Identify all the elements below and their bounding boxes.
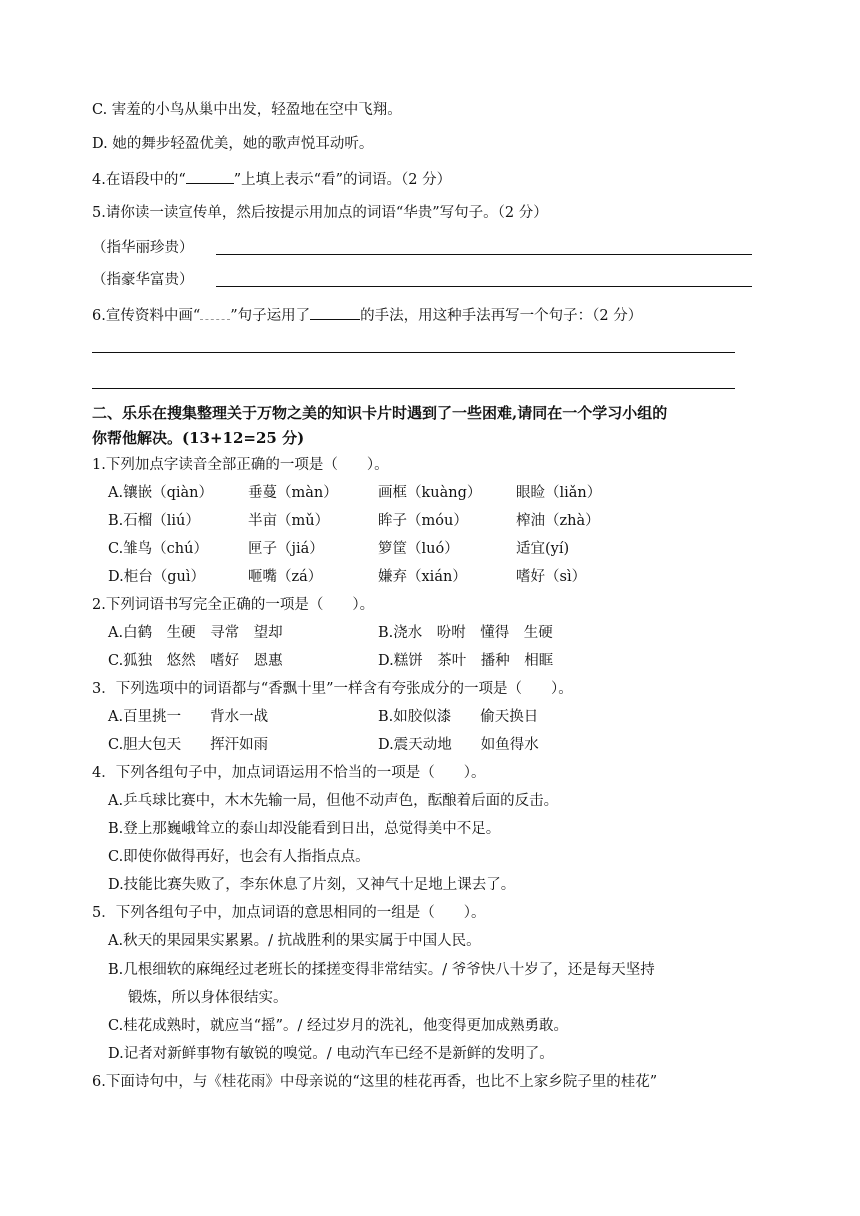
answer-line[interactable] [216, 286, 752, 287]
q1-option-c-2: 匣子（jiá） [248, 541, 324, 557]
q1-option-a-2: 垂蔓（màn） [248, 485, 338, 501]
question-6-text-c: 的手法，用这种手法再写一个句子：（2 分） [360, 308, 643, 324]
mc-question-5: 5．下列各组句子中，加点词语的意思相同的一组是（ ）。 [92, 905, 486, 921]
q1-option-a-4: 眼睑（liǎn） [516, 485, 602, 501]
q1-option-d-3: 嫌弃（xián） [378, 569, 467, 585]
q3-option-d: D.震天动地 如鱼得水 [378, 737, 539, 753]
question-6 [92, 304, 642, 326]
hint-1-text: （指华丽珍贵） [92, 240, 194, 256]
mc-question-3: 3．下列选项中的词语都与“香飘十里”一样含有夸张成分的一项是（ ）。 [92, 681, 573, 697]
q1-option-a-3: 画框（kuàng） [378, 485, 482, 501]
q5-option-b: B.几根细软的麻绳经过老班长的揉搓变得非常结实。/ 爷爷快八十岁了，还是每天坚持 [108, 962, 655, 978]
q1-option-b-4: 榨油（zhà） [516, 513, 600, 529]
q5-option-a: A.秋天的果园果实累累。/ 抗战胜利的果实属于中国人民。 [108, 933, 481, 949]
hint-1 [92, 238, 194, 258]
mc-question-1: 1.下列加点字读音全部正确的一项是（ ）。 [92, 457, 389, 473]
q1-option-c-3: 箩筐（luó） [378, 541, 459, 557]
answer-line[interactable] [92, 352, 735, 353]
answer-line[interactable] [92, 388, 735, 389]
q3-option-b: B.如胶似漆 偷天换日 [378, 709, 539, 725]
q1-option-d-4: 嗜好（sì） [516, 569, 587, 585]
q2-option-a: A.白鹤 生硬 寻常 望却 [108, 625, 283, 641]
section-heading-line1: 二、乐乐在搜集整理关于万物之美的知识卡片时遇到了一些困难,请同在一个学习小组的 [92, 404, 668, 422]
section-heading-line2: 你帮他解决。(13+12=25 分) [92, 429, 305, 447]
answer-line[interactable] [216, 254, 752, 255]
mc-question-6: 6.下面诗句中，与《桂花雨》中母亲说的“这里的桂花再香，也比不上家乡院子里的桂花” [92, 1074, 658, 1090]
q3-option-a: A.百里挑一 背水一战 [108, 709, 269, 725]
question-5: 5.请你读一读宣传单，然后按提示用加点的词语“华贵”写句子。（2 分） [92, 205, 548, 221]
question-4-text-b: ”上填上表示“看”的词语。（2 分） [233, 172, 452, 188]
option-c: C. 害羞的小鸟从巢中出发，轻盈地在空中飞翔。 [92, 102, 402, 118]
q1-option-c-1: C.雏鸟（chú） [108, 541, 208, 557]
q5-option-b-cont: 锻炼，所以身体很结实。 [128, 990, 288, 1006]
q1-option-d-2: 咂嘴（zá） [248, 569, 323, 585]
q2-option-c: C.狐独 悠然 嗜好 恩惠 [108, 653, 283, 669]
q2-option-d: D.糕饼 茶叶 播种 相眶 [378, 653, 554, 669]
q4-option-d: D.技能比赛失败了，李东休息了片刻，又神气十足地上课去了。 [108, 877, 516, 893]
q1-option-b-1: B.石榴（liú） [108, 513, 200, 529]
answer-blank[interactable] [310, 304, 360, 320]
q1-option-d-1: D.柜台（guì） [108, 569, 205, 585]
option-d: D. 她的舞步轻盈优美，她的歌声悦耳动听。 [92, 136, 374, 152]
question-4 [92, 168, 451, 190]
question-4-text-a: 4.在语段中的“ [92, 172, 186, 188]
q1-option-c-4: 适宜(yí) [516, 541, 570, 557]
question-6-text-a: 6.宣传资料中画“ [92, 308, 201, 324]
q2-option-b: B.浇水 吩咐 懂得 生硬 [378, 625, 553, 641]
q4-option-a: A.乒乓球比赛中，木木先输一局，但他不动声色，酝酿着后面的反击。 [108, 793, 559, 809]
answer-blank[interactable] [186, 168, 234, 184]
q5-option-d: D.记者对新鲜事物有敏锐的嗅觉。/ 电动汽车已经不是新鲜的发明了。 [108, 1046, 554, 1062]
q1-option-b-3: 眸子（móu） [378, 513, 468, 529]
wavy-underline-mark [200, 305, 230, 320]
hint-2-text: （指豪华富贵） [92, 272, 194, 288]
q1-option-a-1: A.镶嵌（qiàn） [108, 485, 213, 501]
q3-option-c: C.胆大包天 挥汗如雨 [108, 737, 269, 753]
q4-option-c: C.即使你做得再好，也会有人指指点点。 [108, 849, 370, 865]
question-6-text-b: ”句子运用了 [230, 308, 311, 324]
q5-option-c: C.桂花成熟时，就应当“摇”。/ 经过岁月的洗礼，他变得更加成熟勇敢。 [108, 1018, 569, 1034]
hint-2 [92, 270, 194, 290]
q4-option-b: B.登上那巍峨耸立的泰山却没能看到日出，总觉得美中不足。 [108, 821, 501, 837]
q1-option-b-2: 半亩（mǔ） [248, 513, 330, 529]
mc-question-4: 4．下列各组句子中，加点词语运用不恰当的一项是（ ）。 [92, 765, 486, 781]
mc-question-2: 2.下列词语书写完全正确的一项是（ ）。 [92, 597, 375, 613]
